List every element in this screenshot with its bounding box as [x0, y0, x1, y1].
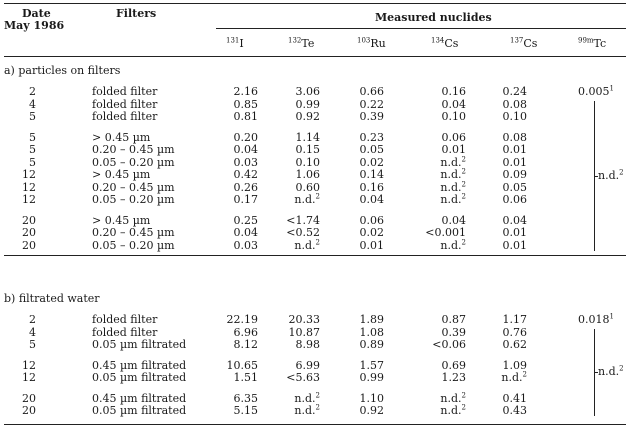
value-cell: 1.09: [502, 358, 527, 372]
value-cell: 0.10: [295, 155, 320, 169]
footnote-mark: 2: [461, 179, 466, 188]
value-cell: 0.01: [441, 143, 466, 156]
bottom-rule: [4, 424, 626, 425]
value-cell: 0.04: [441, 213, 466, 227]
value-cell: 1.23: [441, 371, 466, 384]
row-date: 12: [22, 193, 36, 206]
row-filter: 0.20 – 0.45 µm: [92, 180, 175, 194]
row-date: 5: [29, 143, 36, 156]
header-measured-nuclides: Measured nuclides: [375, 11, 492, 24]
nuclide-mass: 132: [288, 36, 302, 45]
footnote-mark: 2: [619, 364, 624, 373]
value-cell: 0.23: [359, 130, 384, 144]
nuclide-symbol: Ru: [370, 37, 386, 50]
value-cell: n.d.$^2$: [294, 390, 320, 405]
value-cell: 0.43: [502, 404, 527, 417]
value-cell: <0.52: [286, 226, 320, 239]
row-filter: > 0.45 µm: [92, 168, 151, 181]
value-cell: 0.92: [295, 110, 320, 123]
value-cell: 6.99: [295, 358, 320, 372]
row-date: 12: [22, 371, 36, 384]
value-cell: 0.03: [233, 238, 258, 252]
value-cell: 0.15: [295, 143, 320, 156]
nuclide-mass: 137: [510, 36, 524, 45]
value-cell: n.d.$^2$: [440, 390, 466, 405]
value-cell: 10.65: [226, 358, 258, 372]
value-cell: 0.16: [441, 85, 466, 98]
footnote-mark: 2: [315, 403, 320, 412]
nuclide-symbol: Cs: [444, 37, 459, 50]
row-filter: folded filter: [92, 85, 158, 98]
value-cell: n.d.$^2$: [440, 179, 466, 194]
value-cell: 0.39: [441, 325, 466, 339]
header-date-month: May 1986: [4, 19, 65, 32]
row-date: 20: [22, 238, 36, 252]
nuclide-header: [288, 38, 314, 50]
row-filter: 0.05 µm filtrated: [92, 371, 187, 384]
value-cell: n.d.$^2$: [440, 154, 466, 169]
tc-value: 0.005$^1$: [578, 84, 614, 98]
row-filter: 0.05 µm filtrated: [92, 338, 187, 351]
row-date: 12: [22, 180, 36, 194]
value-cell: 0.22: [359, 97, 384, 111]
row-filter: folded filter: [92, 313, 158, 326]
value-cell: n.d.$^2$: [440, 192, 466, 206]
value-cell: 0.99: [295, 97, 320, 111]
value-cell: 0.10: [502, 110, 527, 123]
nuclide-header: [431, 38, 458, 50]
row-filter: 0.05 µm filtrated: [92, 404, 187, 417]
value-cell: 0.24: [502, 85, 527, 98]
value-cell: 0.60: [295, 180, 320, 194]
value-cell: 0.02: [359, 155, 384, 169]
header-filters: Filters: [116, 7, 157, 20]
row-date: 20: [22, 391, 36, 405]
row-date: 12: [22, 168, 36, 181]
value-cell: 1.57: [359, 358, 384, 372]
section-title: a) particles on filters: [4, 64, 121, 77]
row-filter: 0.45 µm filtrated: [92, 391, 187, 405]
value-cell: 0.01: [502, 155, 527, 169]
value-cell: 0.26: [233, 180, 258, 194]
footnote-mark: 2: [522, 370, 527, 379]
value-cell: 0.09: [502, 168, 527, 181]
value-cell: 0.01: [502, 226, 527, 239]
value-cell: 0.04: [441, 97, 466, 111]
value-cell: <1.74: [286, 213, 320, 227]
footnote-mark: 2: [461, 237, 466, 246]
value-cell: 8.12: [233, 338, 258, 351]
value-cell: 0.62: [502, 338, 527, 351]
value-cell: <0.001: [425, 226, 466, 239]
value-cell: 1.06: [295, 168, 320, 181]
value-cell: 6.35: [233, 391, 258, 405]
nuclide-symbol: Te: [301, 37, 315, 50]
value-cell: 0.16: [359, 180, 384, 194]
value-cell: 20.33: [288, 313, 320, 326]
value-cell: 1.17: [502, 313, 527, 326]
tc-nd-value: n.d.$^2$: [598, 167, 624, 182]
footnote-mark: 2: [461, 390, 466, 399]
nuclide-mass: 103: [357, 36, 371, 45]
value-cell: n.d.$^2$: [440, 167, 466, 181]
value-cell: 0.76: [502, 325, 527, 339]
row-filter: folded filter: [92, 110, 158, 123]
value-cell: 0.69: [441, 358, 466, 372]
tc-nd-value: n.d.$^2$: [598, 364, 624, 379]
value-cell: <5.63: [286, 371, 320, 384]
nuclide-symbol: Cs: [523, 37, 538, 50]
row-date: 2: [29, 85, 36, 98]
row-filter: 0.20 – 0.45 µm: [92, 226, 175, 239]
row-filter: folded filter: [92, 325, 158, 339]
value-cell: 0.06: [441, 130, 466, 144]
value-cell: <0.06: [432, 338, 466, 351]
value-cell: 0.06: [359, 213, 384, 227]
value-cell: n.d.$^2$: [440, 403, 466, 417]
footnote-mark: 2: [461, 154, 466, 163]
value-cell: 0.42: [233, 168, 258, 181]
value-cell: 8.98: [295, 338, 320, 351]
nuclide-header: [510, 38, 537, 50]
value-cell: 22.19: [226, 313, 258, 326]
value-cell: 1.10: [359, 391, 384, 405]
value-cell: 0.01: [359, 238, 384, 252]
value-cell: 0.39: [359, 110, 384, 123]
footnote-mark: 1: [609, 84, 614, 93]
value-cell: n.d.$^2$: [294, 192, 320, 206]
value-cell: 0.92: [359, 404, 384, 417]
section-divider-rule: [4, 255, 626, 256]
header-bottom-rule: [4, 56, 626, 57]
nuclide-mass: 134: [431, 36, 445, 45]
nuclide-header: [357, 38, 386, 50]
value-cell: 3.06: [295, 85, 320, 98]
value-cell: 2.16: [233, 85, 258, 98]
nuclide-header: [578, 38, 606, 50]
value-cell: 10.87: [288, 325, 320, 339]
subheader-rule: [216, 28, 626, 29]
value-cell: 0.89: [359, 338, 384, 351]
value-cell: 0.03: [233, 155, 258, 169]
row-filter: 0.20 – 0.45 µm: [92, 143, 175, 156]
nuclide-mass: 99m: [578, 36, 594, 45]
value-cell: 1.51: [233, 371, 258, 384]
section-title: b) filtrated water: [4, 292, 100, 305]
nuclide-mass: 131: [226, 36, 240, 45]
value-cell: 0.20: [233, 130, 258, 144]
row-filter: 0.45 µm filtrated: [92, 358, 187, 372]
row-date: 20: [22, 226, 36, 239]
footnote-mark: 2: [315, 192, 320, 201]
value-cell: 1.08: [359, 325, 384, 339]
row-filter: 0.05 – 0.20 µm: [92, 155, 175, 169]
value-cell: 1.89: [359, 313, 384, 326]
value-cell: 0.06: [502, 193, 527, 206]
row-filter: folded filter: [92, 97, 158, 111]
footnote-mark: 2: [461, 192, 466, 201]
footnote-mark: 1: [609, 312, 614, 321]
row-date: 5: [29, 110, 36, 123]
row-filter: 0.05 – 0.20 µm: [92, 193, 175, 206]
value-cell: 0.87: [441, 313, 466, 326]
value-cell: 1.14: [295, 130, 320, 144]
row-date: 4: [29, 97, 36, 111]
footnote-mark: 2: [315, 390, 320, 399]
value-cell: n.d.$^2$: [501, 370, 527, 384]
value-cell: 0.81: [233, 110, 258, 123]
row-date: 2: [29, 313, 36, 326]
value-cell: n.d.$^2$: [294, 237, 320, 252]
value-cell: 0.04: [502, 213, 527, 227]
value-cell: 0.05: [502, 180, 527, 194]
value-cell: 0.41: [502, 391, 527, 405]
footnote-mark: 2: [461, 403, 466, 412]
row-date: 4: [29, 325, 36, 339]
value-cell: n.d.$^2$: [440, 237, 466, 252]
value-cell: 0.66: [359, 85, 384, 98]
value-cell: 0.25: [233, 213, 258, 227]
nuclide-symbol: I: [239, 37, 244, 50]
row-date: 5: [29, 338, 36, 351]
value-cell: 5.15: [233, 404, 258, 417]
nuclide-header: [226, 38, 244, 50]
row-date: 5: [29, 130, 36, 144]
value-cell: 0.04: [233, 143, 258, 156]
row-date: 12: [22, 358, 36, 372]
row-filter: 0.05 – 0.20 µm: [92, 238, 175, 252]
value-cell: 0.02: [359, 226, 384, 239]
value-cell: 0.17: [233, 193, 258, 206]
value-cell: n.d.$^2$: [294, 403, 320, 417]
header-date: Date: [22, 7, 51, 20]
value-cell: 6.96: [233, 325, 258, 339]
value-cell: 0.10: [441, 110, 466, 123]
row-date: 5: [29, 155, 36, 169]
value-cell: 0.01: [502, 143, 527, 156]
value-cell: 0.05: [359, 143, 384, 156]
row-filter: > 0.45 µm: [92, 213, 151, 227]
value-cell: 0.85: [233, 97, 258, 111]
value-cell: 0.04: [233, 226, 258, 239]
value-cell: 0.99: [359, 371, 384, 384]
row-date: 20: [22, 404, 36, 417]
footnote-mark: 2: [315, 237, 320, 246]
footnote-mark: 2: [619, 167, 624, 176]
value-cell: 0.04: [359, 193, 384, 206]
tc-value: 0.018$^1$: [578, 312, 614, 326]
value-cell: 0.14: [359, 168, 384, 181]
row-filter: > 0.45 µm: [92, 130, 151, 144]
row-date: 20: [22, 213, 36, 227]
footnote-mark: 2: [461, 167, 466, 176]
value-cell: 0.01: [502, 238, 527, 252]
top-rule: [4, 3, 626, 4]
nuclide-symbol: Tc: [593, 37, 607, 50]
value-cell: 0.08: [502, 97, 527, 111]
value-cell: 0.08: [502, 130, 527, 144]
